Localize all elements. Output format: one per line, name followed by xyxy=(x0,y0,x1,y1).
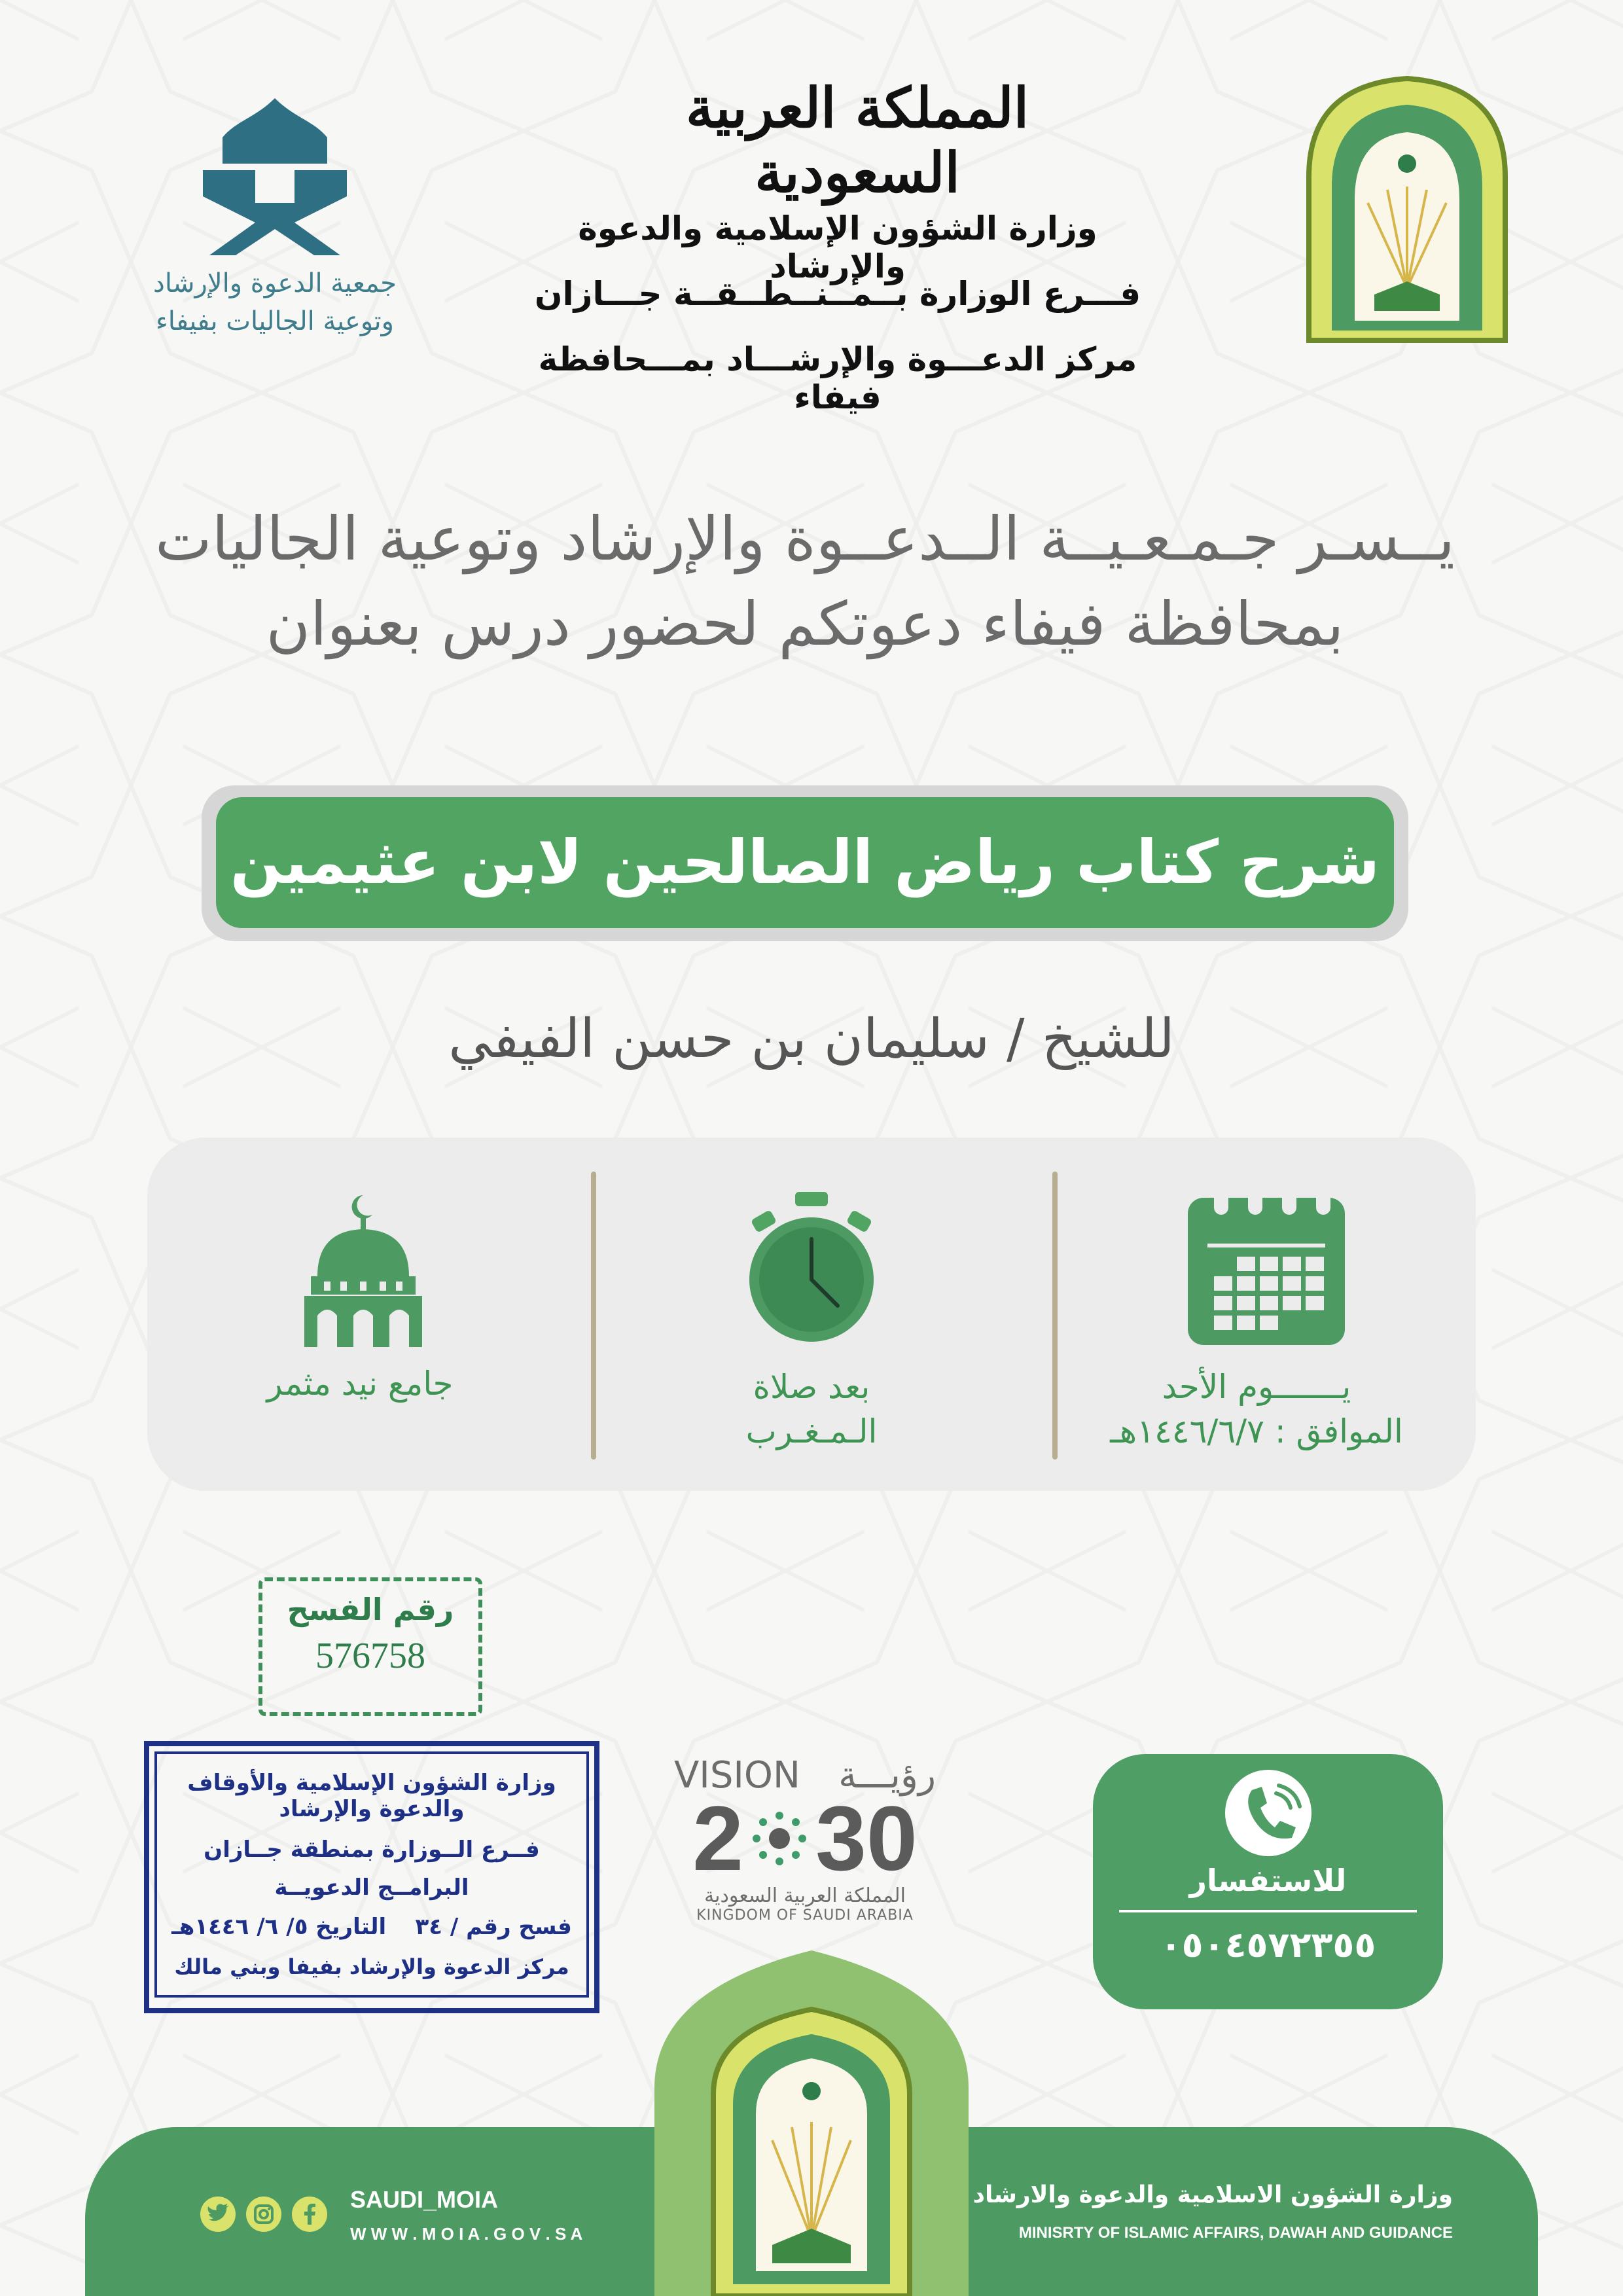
mosque-icon xyxy=(298,1191,429,1348)
footer-ministry-ar: وزارة الشؤون الاسلامية والدعوة والارشاد xyxy=(972,2181,1453,2208)
vision-year-left: 2 xyxy=(692,1787,744,1890)
vision-2030-logo xyxy=(674,1754,936,1924)
association-name-line2: وتوعية الجاليات بفيفاء xyxy=(155,306,394,336)
stamp-line3: البرامــج الدعويــة xyxy=(274,1874,469,1901)
vision-palm-icon xyxy=(743,1803,815,1874)
time-line1: بعد صلاة xyxy=(753,1368,870,1406)
vision-word-ar: رؤيـــة xyxy=(838,1754,936,1797)
association-logo-icon xyxy=(124,92,425,262)
lesson-title: شرح كتاب رياض الصالحين لابن عثيمين xyxy=(216,797,1394,928)
vision-kingdom-ar: المملكة العربية السعودية xyxy=(704,1884,906,1907)
phone-icon xyxy=(1222,1767,1314,1859)
facebook-icon[interactable] xyxy=(291,2196,328,2233)
twitter-icon[interactable] xyxy=(200,2196,236,2233)
calendar-icon xyxy=(1188,1172,1345,1348)
info-divider xyxy=(1052,1172,1058,1460)
permit-stamp-number: 576758 xyxy=(315,1636,425,1676)
stamp-permit-number: فسح رقم / ٣٤ xyxy=(415,1914,572,1940)
day-line1: يـــــــوم الأحد xyxy=(1162,1368,1351,1406)
official-stamp xyxy=(144,1741,599,2013)
vision-word-en: VISION xyxy=(674,1754,800,1797)
stamp-line5: مركز الدعوة والإرشاد بفيفا وبني مالك xyxy=(174,1954,569,1979)
clock-icon xyxy=(746,1188,877,1345)
stamp-line2: فــرع الــوزارة بمنطقة جــازان xyxy=(204,1837,540,1863)
instagram-icon[interactable] xyxy=(245,2196,282,2233)
contact-box xyxy=(1093,1754,1443,2009)
footer-handle[interactable]: SAUDI_MOIA xyxy=(350,2186,499,2213)
association-name-line1: جمعية الدعوة والإرشاد xyxy=(153,268,397,298)
permit-stamp-label: رقم الفسح xyxy=(287,1592,454,1627)
ministry-emblem-icon xyxy=(1302,72,1512,347)
location-text: جامع نيد مثمر xyxy=(266,1365,454,1403)
footer-ministry-en: MINISRTY OF ISLAMIC AFFAIRS, DAWAH AND GUIDANCE xyxy=(1018,2224,1453,2242)
info-divider xyxy=(591,1172,596,1460)
vision-year-right: 30 xyxy=(815,1787,918,1890)
contact-label: للاستفسار xyxy=(1189,1863,1347,1898)
invitation-line2: بمحافظة فيفاء دعوتكم لحضور درس بعنوان xyxy=(266,589,1344,659)
contact-phone[interactable]: ٠٥٠٤٥٧٢٣٥٥ xyxy=(1160,1924,1376,1965)
ministry-line: وزارة الشؤون الإسلامية والدعوة والإرشاد xyxy=(578,209,1097,285)
footer-website[interactable]: W W W . M O I A . G O V . S A xyxy=(350,2224,583,2244)
invitation-line1: يــسـر جـمـعـيــة الــدعــوة والإرشاد وتوعية الجاليات xyxy=(154,504,1455,574)
association-logo xyxy=(124,92,425,353)
footer-emblem-icon xyxy=(654,1950,969,2296)
center-line: مركز الدعـــوة والإرشـــاد بمـــحافظة فيفاء xyxy=(538,340,1137,416)
contact-divider xyxy=(1119,1910,1417,1912)
time-line2: الـمـغـرب xyxy=(745,1412,878,1450)
stamp-date: التاريخ ٥/ ٦/ ١٤٤٦هـ xyxy=(171,1914,387,1940)
branch-line: فـــرع الوزارة بــمــنــطــقــة جـــازان xyxy=(534,275,1141,313)
sheikh-name: للشيخ / سليمان بن حسن الفيفي xyxy=(448,1008,1175,1070)
stamp-line1: وزارة الشؤون الإسلامية والأوقاف والدعوة والإرشاد xyxy=(187,1770,556,1822)
vision-kingdom-en: KINGDOM OF SAUDI ARABIA xyxy=(696,1907,914,1924)
kingdom-title: المملكة العربية السعودية xyxy=(685,75,1029,205)
day-line2: الموافق : ١٤٤٦/٦/٧هـ xyxy=(1110,1412,1403,1450)
permit-stamp xyxy=(259,1577,482,1716)
